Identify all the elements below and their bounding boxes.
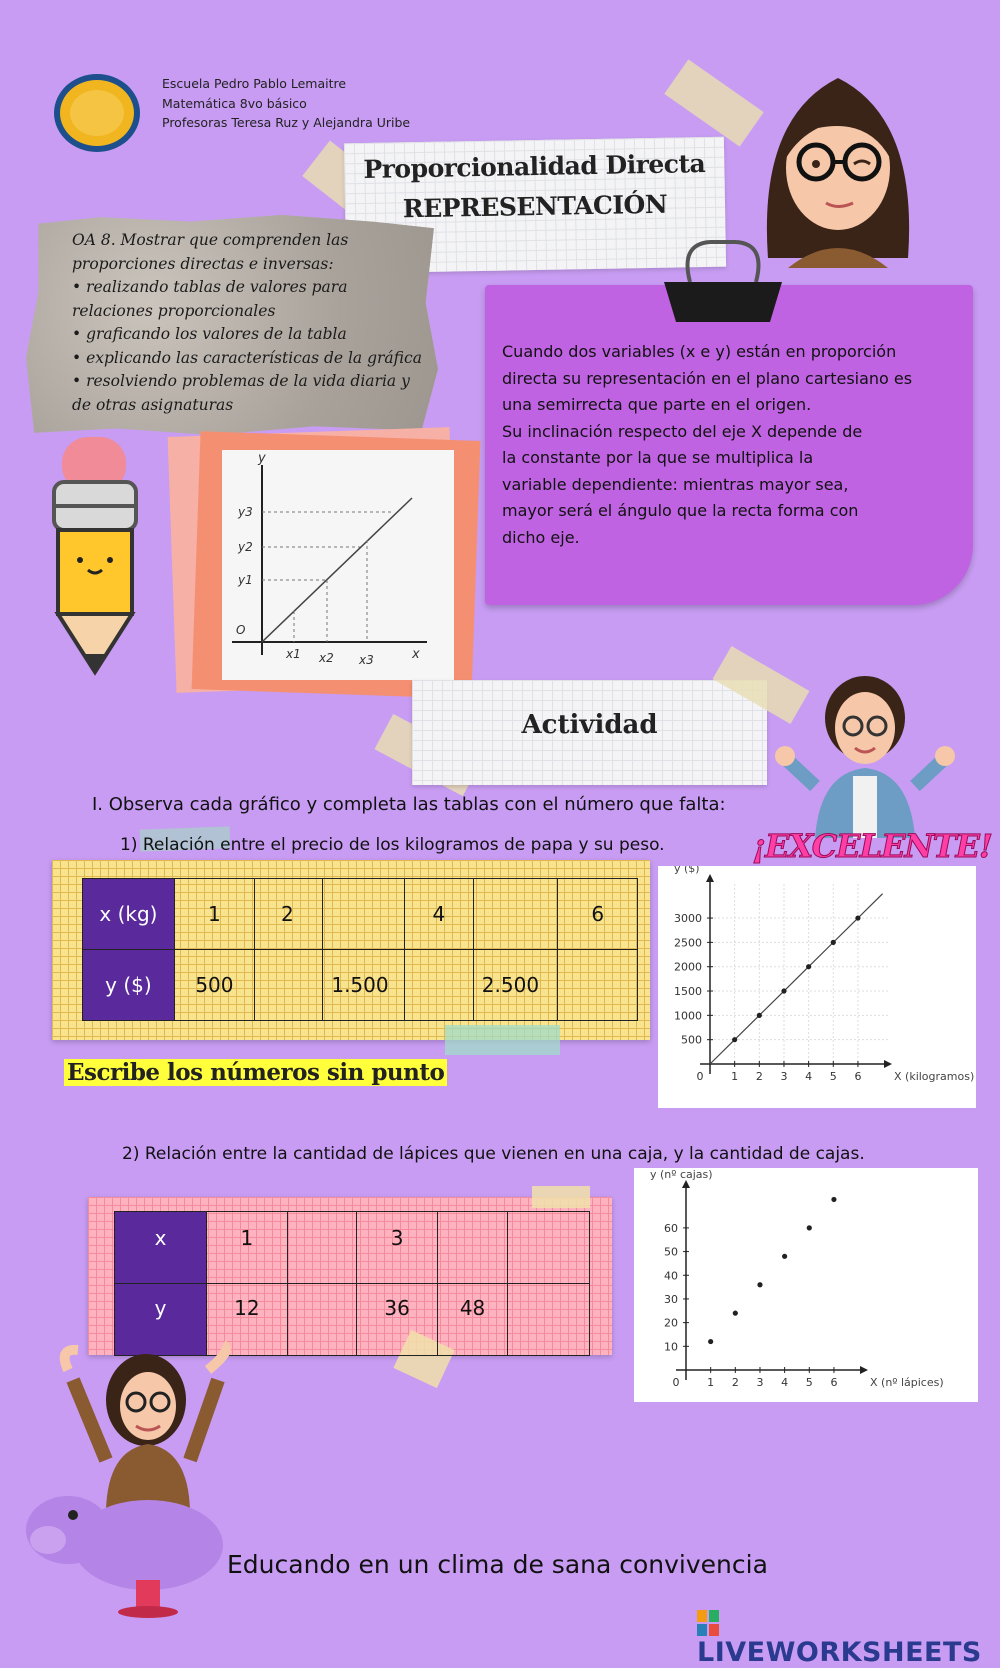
liveworksheets-logo-icon: [697, 1610, 719, 1636]
objectives-text: [72, 229, 432, 417]
chart-data-point: [757, 1013, 762, 1018]
chart-y-tick-label: 30: [664, 1292, 678, 1306]
diagram-x-tick: x1: [286, 647, 301, 661]
exercise2-label: 2) Relación entre la cantidad de lápices que vienen en una caja, y la cantidad de cajas.: [122, 1144, 865, 1164]
chart2-svg: [634, 1168, 978, 1402]
chart-data-point: [782, 1254, 787, 1259]
chart1-svg: [658, 866, 976, 1108]
exercise1-y-cell: 2.500: [473, 950, 558, 1021]
exercise2-x-cell: 3: [356, 1212, 437, 1284]
chart-y-tick-label: 2000: [674, 960, 702, 974]
exercise2-y-cell: 48: [438, 1284, 508, 1356]
chart-y-tick-label: 1500: [674, 985, 702, 999]
chart-y-tick-label: 2500: [674, 936, 702, 950]
chart-x-label: X (kilogramos): [894, 1070, 975, 1083]
exercise1-y-input[interactable]: [254, 950, 322, 1021]
objective-item: • realizando tablas de valores para relaciones proporcionales: [72, 278, 348, 320]
explanation-paragraph-2: Su inclinación respecto del eje X depende de la constante por la que se multiplica la variable dependiente: mientras mayor sea, mayor será el ángulo que la recta forma con dicho eje.: [502, 421, 863, 547]
chart-x-arrow: [884, 1060, 892, 1068]
school-name: Escuela Pedro Pablo Lemaitre: [162, 76, 347, 91]
chart-x-tick-label: 1: [731, 1070, 739, 1083]
chart-y-tick-label: 50: [664, 1245, 678, 1259]
diagram-x-tick: x2: [319, 651, 334, 665]
exercise2-table: [114, 1211, 590, 1356]
exercise2-x-input[interactable]: [438, 1212, 508, 1284]
footer-motto: Educando en un clima de sana convivencia: [227, 1550, 768, 1579]
chart-y-arrow: [706, 874, 714, 882]
chart-y-tick-label: 3000: [674, 912, 702, 926]
chart-y-arrow: [682, 1180, 690, 1188]
chart-data-point: [806, 964, 811, 969]
exercise1-y-input[interactable]: [405, 950, 474, 1021]
exercise2-y-cell: 12: [207, 1284, 287, 1356]
chart-data-point: [781, 988, 786, 993]
chart-x-tick-label: 6: [830, 1376, 838, 1389]
explanation-paragraph-1: Cuando dos variables (x e y) están en proporción directa su representación en el plano cartesiano es una semirrecta que parte en el origen.: [502, 342, 913, 414]
chart-data-point: [733, 1311, 738, 1316]
diagram-y-tick: y1: [238, 573, 253, 587]
thumbs-up-avatar: [775, 668, 955, 838]
exercise1-x-input[interactable]: [473, 879, 558, 950]
chart-x-label: X (nº lápices): [870, 1376, 944, 1389]
exercise1-x-input[interactable]: [323, 879, 405, 950]
exercise1-x-cell: 2: [254, 879, 322, 950]
hippo-rider-illustration: [18, 1340, 248, 1620]
page-title: Proporcionalidad Directa: [363, 149, 706, 184]
chart-x-tick-label: 0: [672, 1376, 680, 1389]
chart-y-tick-label: 10: [664, 1340, 678, 1354]
exercise1-y-header: y ($): [83, 950, 175, 1021]
chart-x-tick-label: 4: [805, 1070, 813, 1083]
binder-clip-icon: [660, 238, 786, 324]
chart-x-tick-label: 5: [805, 1376, 813, 1389]
chart-x-tick-label: 0: [696, 1070, 704, 1083]
explanation-text: [502, 339, 932, 551]
proportionality-diagram: [222, 450, 454, 680]
chart-data-point: [757, 1282, 762, 1287]
chart-data-point: [708, 1339, 713, 1344]
chart-y-tick-label: 60: [664, 1221, 678, 1235]
chart1-panel: [658, 866, 976, 1108]
header-info: [162, 74, 410, 133]
exercise1-y-input[interactable]: [558, 950, 638, 1021]
chart-x-tick-label: 2: [731, 1376, 739, 1389]
diagram-x-label: x: [412, 647, 420, 662]
chart-x-tick-label: 4: [781, 1376, 789, 1389]
page-subtitle: REPRESENTACIÓN: [402, 189, 668, 224]
exercise2-y-input[interactable]: [507, 1284, 589, 1356]
chart-x-tick-label: 3: [780, 1070, 788, 1083]
chart-data-point: [831, 940, 836, 945]
chart-x-tick-label: 5: [829, 1070, 837, 1083]
chart-y-tick-label: 20: [664, 1316, 678, 1330]
chart-x-tick-label: 6: [854, 1070, 862, 1083]
exercise2-x-input[interactable]: [507, 1212, 589, 1284]
exercise1-y-cell: 500: [174, 950, 254, 1021]
chart-x-tick-label: 1: [707, 1376, 715, 1389]
exercise2-y-input[interactable]: [287, 1284, 356, 1356]
chart-y-label: y ($): [674, 866, 700, 875]
tape-decoration: [532, 1186, 590, 1208]
exercise1-x-cell: 4: [405, 879, 474, 950]
activity-instruction: I. Observa cada gráfico y completa las tablas con el número que falta:: [92, 794, 726, 815]
chart-data-point: [831, 1197, 836, 1202]
activity-card: [412, 680, 767, 785]
exercise1-x-cell: 6: [558, 879, 638, 950]
warning-note: Escribe los números sin punto: [64, 1059, 447, 1086]
exercise2-y-cell: 36: [356, 1284, 437, 1356]
pencil-mascot-icon: [40, 432, 150, 682]
exercise2-x-input[interactable]: [287, 1212, 356, 1284]
objective-item: • explicando las características de la gráfica: [72, 348, 422, 367]
activity-title: Actividad: [521, 710, 658, 740]
diagram-origin-label: O: [236, 623, 246, 637]
diagram-y-tick: y3: [238, 505, 253, 519]
objective-item: • graficando los valores de la tabla: [72, 325, 347, 343]
teachers: Profesoras Teresa Ruz y Alejandra Uribe: [162, 115, 411, 130]
chart-data-point: [732, 1037, 737, 1042]
teacher-avatar: [758, 58, 918, 268]
chart-y-tick-label: 40: [664, 1269, 678, 1283]
exercise2-x-header: x: [115, 1212, 207, 1284]
objectives-intro: OA 8. Mostrar que comprenden las proporciones directas e inversas:: [72, 231, 349, 273]
exercise2-y-header: y: [115, 1284, 207, 1356]
tape-decoration: [664, 59, 763, 146]
chart-x-arrow: [860, 1366, 868, 1374]
diagram-y-tick: y2: [238, 540, 253, 554]
tape-decoration: [445, 1025, 560, 1055]
chart-data-point: [807, 1225, 812, 1230]
brand-name: LIVEWORKSHEETS: [697, 1637, 982, 1668]
chart-x-tick-label: 3: [756, 1376, 764, 1389]
course-name: Matemática 8vo básico: [162, 95, 307, 111]
exercise1-label: 1) Relación entre el precio de los kilogramos de papa y su peso.: [120, 835, 665, 855]
chart-y-tick-label: 1000: [674, 1009, 702, 1023]
exercise1-table: [82, 878, 638, 1021]
chart2-panel: [634, 1168, 978, 1402]
diagram-x-tick: x3: [359, 653, 374, 667]
exercise2-x-cell: 1: [207, 1212, 287, 1284]
exercise1-y-cell: 1.500: [323, 950, 405, 1021]
chart-y-tick-label: 500: [681, 1033, 702, 1047]
chart-y-label: y (nº cajas): [650, 1168, 713, 1181]
exercise1-x-cell: 1: [174, 879, 254, 950]
diagram-y-label: y: [258, 451, 266, 466]
liveworksheets-brand: [697, 1606, 1000, 1668]
excelente-badge: ¡EXCELENTE!: [752, 827, 992, 865]
objective-item: • resolviendo problemas de la vida diaria y de otras asignaturas: [72, 372, 410, 414]
school-logo: [54, 74, 140, 152]
chart-x-tick-label: 2: [755, 1070, 763, 1083]
exercise1-x-header: x (kg): [83, 879, 175, 950]
chart-data-point: [855, 915, 860, 920]
